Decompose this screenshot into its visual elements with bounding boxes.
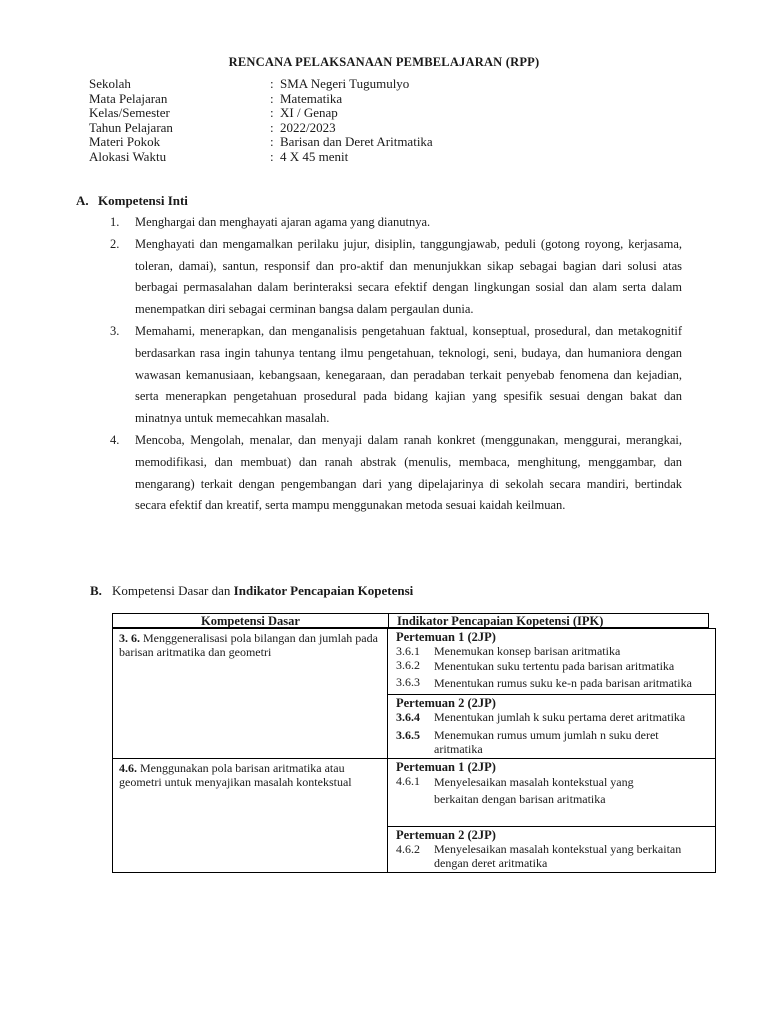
list-number: 3.: [110, 323, 120, 338]
indicator: [396, 842, 709, 870]
meta-label: Materi Pokok: [89, 134, 161, 150]
meta-label: Mata Pelajaran: [89, 90, 168, 106]
meta-value: XI / Genap: [280, 105, 338, 121]
meta-row-class: [89, 106, 433, 121]
meta-row-school: [89, 77, 433, 92]
kd-cell: [113, 759, 388, 872]
meta-label: Alokasi Waktu: [89, 148, 167, 164]
meeting-title: Pertemuan 1 (2JP): [396, 760, 496, 774]
competency-table: [112, 628, 716, 873]
header-kd: Kompetensi Dasar: [113, 614, 389, 627]
meeting-title: Pertemuan 2 (2JP): [396, 828, 496, 842]
meta-row-time: [89, 150, 433, 165]
meta-value: Barisan dan Deret Aritmatika: [280, 134, 433, 150]
indicator-text: Menemukan konsep barisan aritmatika: [434, 644, 621, 658]
list-item: [110, 212, 682, 234]
header-ipk: Indikator Pencapaian Kopetensi (IPK): [397, 614, 604, 628]
meeting-block: [388, 629, 715, 694]
meta-row-year: [89, 121, 433, 136]
list-item: [110, 234, 682, 321]
list-item: [110, 321, 682, 430]
section-letter: A.: [76, 193, 89, 208]
meeting-title: Pertemuan 2 (2JP): [396, 696, 496, 710]
indicator-text: Menyelesaikan masalah kontekstual yang berkaitan dengan barisan aritmatika: [434, 775, 634, 806]
meta-separator: :: [270, 134, 274, 150]
meta-row-topic: [89, 135, 433, 150]
kd-text: Menggunakan pola barisan aritmatika atau geometri untuk menyajikan masalah kontekstual: [119, 761, 352, 789]
indicator: [396, 728, 709, 756]
section-title-bold: Indikator Pencapaian Kopetensi: [233, 583, 414, 598]
meta-label: Tahun Pelajaran: [89, 119, 173, 135]
indicator-number: 4.6.2: [396, 842, 420, 856]
meeting-block: [388, 694, 715, 758]
section-b-heading: [90, 583, 413, 599]
meta-separator: :: [270, 90, 274, 106]
identity-block: [89, 77, 433, 165]
ipk-cell: [388, 629, 715, 758]
indicator-text: Menemukan rumus umum jumlah n suku deret aritmatika: [434, 728, 659, 756]
section-title: Kompetensi Inti: [98, 193, 188, 208]
indicator: [396, 710, 709, 724]
list-text: Memahami, menerapkan, dan menganalisis pengetahuan faktual, konseptual, prosedural, dan metakognitif berdasarkan rasa ingin tahunya tentang ilmu pengetahuan, teknologi, seni, budaya, dan humaniora dengan wawasan kemanusiaan, kebangsaan, kenegaraan, dan peradaban terkait penyebab fenomena dan kejadian, serta menerapkan pengetahuan prosedural pada bidang kajian yang spesifik sesuai dengan bakat dan minatnya untuk memecahkan masalah.: [135, 323, 682, 426]
list-number: 2.: [110, 236, 120, 251]
kd-cell: [113, 629, 388, 758]
document-title: RENCANA PELAKSANAAN PEMBELAJARAN (RPP): [228, 55, 540, 69]
list-item: [110, 430, 682, 517]
indicator-number: 4.6.1: [396, 774, 420, 788]
section-title-plain: Kompetensi Dasar dan: [112, 583, 234, 598]
meta-value: 2022/2023: [280, 119, 336, 135]
meta-separator: :: [270, 148, 274, 164]
indicator: [396, 675, 709, 692]
meta-label: Sekolah: [89, 76, 131, 91]
ipk-cell: [388, 759, 715, 872]
indicator-number: 3.6.2: [396, 658, 420, 672]
list-text: Mencoba, Mengolah, menalar, dan menyaji dalam ranah konkret (menggunakan, menggurai, merangkai, memodifikasi, dan membuat) dan ranah abstrak (menulis, membaca, menghitung, menggambar, dan mengarang) terkait dengan pengembangan dari yang dipelajarinya di sekolah secara mandiri, bertindak secara efektif dan kreatif, serta mampu menggunakan metoda sesuai kaidah keilmuan.: [135, 432, 682, 513]
indicator-number: 3.6.4: [396, 710, 420, 724]
indicator: [396, 644, 709, 658]
list-text: Menghargai dan menghayati ajaran agama yang dianutnya.: [135, 215, 431, 229]
meta-row-subject: [89, 92, 433, 107]
indicator-number: 3.6.5: [396, 728, 420, 742]
section-a-heading: [76, 193, 188, 209]
meeting-block: [388, 759, 715, 826]
table-header: [112, 613, 709, 628]
meta-label: Kelas/Semester: [89, 105, 170, 121]
kd-text: Menggeneralisasi pola bilangan dan jumlah pada barisan aritmatika dan geometri: [119, 631, 378, 659]
indicator-number: 3.6.3: [396, 675, 420, 689]
meta-separator: :: [270, 76, 274, 91]
section-letter: B.: [90, 583, 102, 598]
list-text: Menghayati dan mengamalkan perilaku jujur, disiplin, tanggungjawab, peduli (gotong royong, kerjasama, toleran, damai), santun, responsif dan pro-aktif dan menunjukkan sikap sebagai bagian dari solusi atas berbagai permasalahan dalam berinteraksi secara efektif dengan lingkungan sosial dan alam serta dalam menempatkan diri sebagai cerminan bangsa dalam pergaulan dunia.: [135, 236, 682, 317]
list-number: 1.: [110, 215, 120, 229]
meta-separator: :: [270, 105, 274, 121]
core-competency-list: [110, 212, 682, 517]
kd-code: 3. 6.: [119, 631, 140, 645]
meeting-block: [388, 826, 715, 872]
meta-value: Matematika: [280, 90, 343, 106]
indicator: [396, 774, 709, 808]
table-row: [112, 759, 716, 873]
meta-value: SMA Negeri Tugumulyo: [280, 76, 410, 91]
meta-value: 4 X 45 menit: [280, 148, 349, 164]
kd-code: 4.6.: [119, 761, 137, 775]
meeting-title: Pertemuan 1 (2JP): [396, 630, 496, 644]
indicator-number: 3.6.1: [396, 644, 420, 658]
table-row: [112, 628, 716, 759]
indicator-text: Menyelesaikan masalah kontekstual yang berkaitan dengan deret aritmatika: [434, 842, 682, 870]
indicator: [396, 658, 709, 675]
indicator-text: Menentukan rumus suku ke-n pada barisan aritmatika: [434, 676, 692, 690]
list-number: 4.: [110, 432, 120, 447]
indicator-text: Menentukan jumlah k suku pertama deret aritmatika: [434, 710, 686, 724]
meta-separator: :: [270, 119, 274, 135]
indicator-text: Menentukan suku tertentu pada barisan aritmatika: [434, 659, 675, 673]
